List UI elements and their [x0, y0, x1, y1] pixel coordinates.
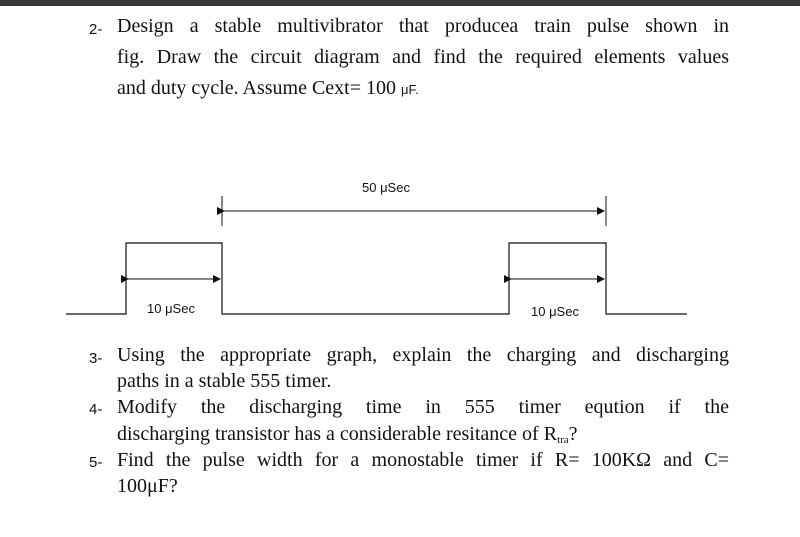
question-3-line-1: Using the appropriate graph, explain the charging and discharging — [117, 344, 729, 366]
pulse-2-label: 10 μSec — [531, 304, 579, 319]
pulse-1-label: 10 μSec — [147, 301, 195, 316]
question-2-line-2: fig. Draw the circuit diagram and find the required elements values — [117, 46, 729, 68]
question-3-number: 3- — [89, 350, 103, 367]
question-2-number: 2- — [89, 21, 103, 38]
question-4-line-2-text: discharging transistor has a considerable resitance of R — [117, 423, 558, 445]
question-5-line-1: Find the pulse width for a monostable timer if R= 100KΩ and C= — [117, 449, 729, 471]
period-label: 50 μSec — [362, 180, 410, 195]
question-4-subscript: tra — [557, 434, 569, 446]
question-4-number: 4- — [89, 401, 103, 418]
question-4-line-1: Modify the discharging time in 555 timer eqution if the — [117, 396, 729, 418]
question-3-line-2: paths in a stable 555 timer. — [117, 370, 332, 392]
question-2-line-3-text: and duty cycle. Assume Cext= 100 — [117, 77, 402, 99]
question-5-number: 5- — [89, 454, 103, 471]
question-2-unit: μF. — [401, 82, 419, 97]
question-4-line-2-end: ? — [568, 423, 578, 445]
question-5-line-2: 100μF? — [117, 475, 178, 497]
question-2-line-1: Design a stable multivibrator that producea train pulse shown in — [117, 15, 729, 37]
